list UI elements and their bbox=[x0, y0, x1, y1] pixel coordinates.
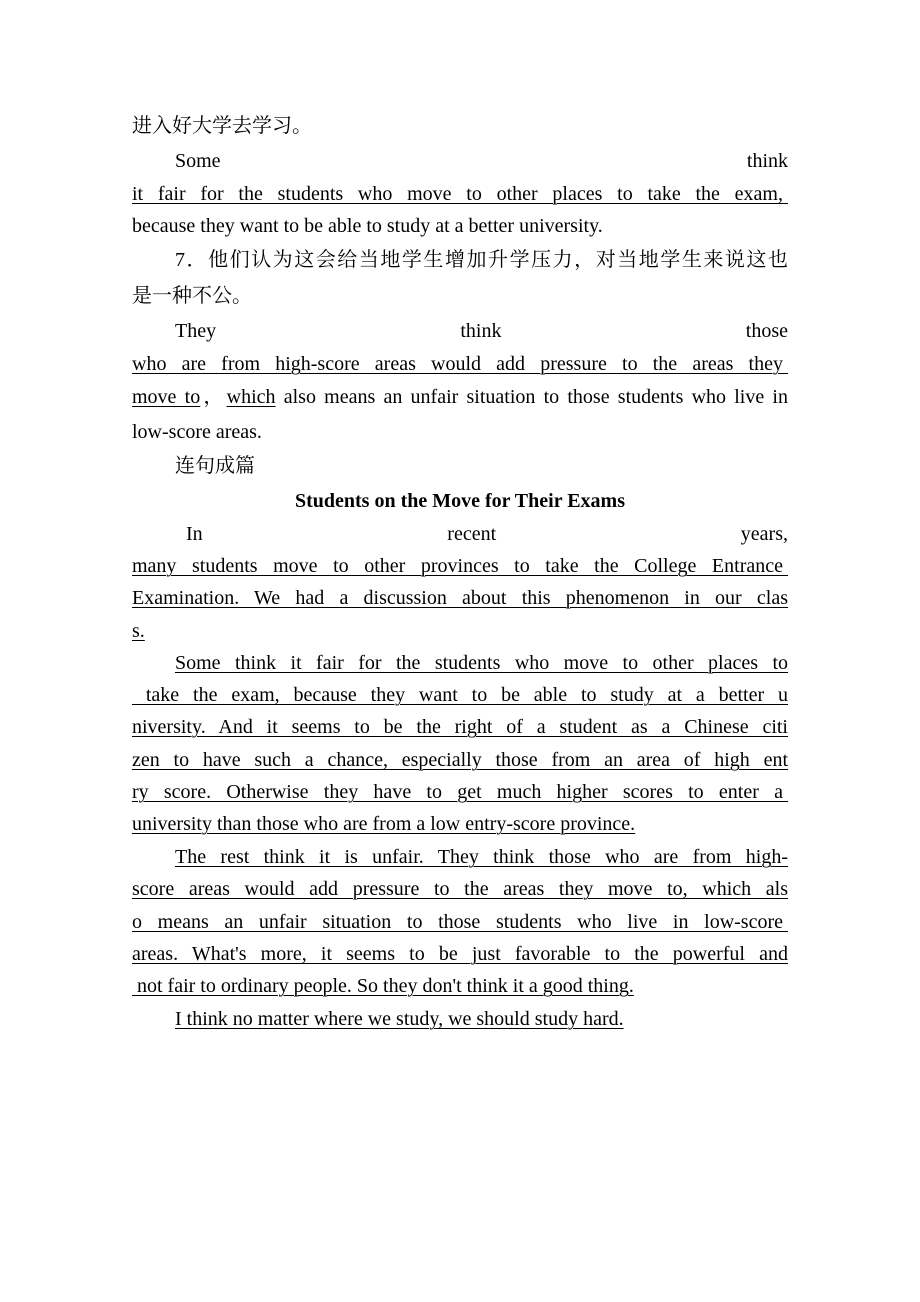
text-segment: low-score areas. bbox=[132, 421, 262, 443]
underlined-answer-text: I think no matter where we study, we should study hard. bbox=[175, 1008, 624, 1030]
text-segment: Some think bbox=[175, 150, 788, 172]
text-line bbox=[175, 318, 788, 344]
underlined-answer-text: score areas would add pressure to the areas they move to, which als bbox=[132, 878, 788, 900]
text-segment: 连句成篇 bbox=[175, 455, 255, 477]
text-line bbox=[132, 585, 788, 611]
underlined-answer-text: it fair for the students who move to other places to take the exam, bbox=[132, 183, 788, 205]
text-line bbox=[175, 1006, 788, 1032]
text-line bbox=[175, 844, 788, 870]
text-line bbox=[132, 181, 788, 207]
text-line bbox=[186, 521, 788, 547]
text-segment: because they want to be able to study at a better university. bbox=[132, 215, 603, 237]
text-segment: Students on the Move for Their Exams bbox=[294, 490, 626, 512]
underlined-answer-text: zen to have such a chance, especially those from an area of high ent bbox=[132, 749, 788, 771]
text-segment: ， bbox=[200, 386, 227, 408]
text-line bbox=[132, 283, 788, 309]
essay-title bbox=[132, 488, 788, 514]
text-line bbox=[132, 876, 788, 902]
underlined-answer-text: Some think it fair for the students who move to other places to bbox=[175, 652, 788, 674]
text-line bbox=[132, 419, 788, 445]
underlined-answer-text: s. bbox=[132, 620, 145, 642]
text-line bbox=[175, 453, 788, 479]
text-line bbox=[132, 941, 788, 967]
text-segment: 7．他们认为这会给当地学生增加升学压力，对当地学生来说这也 bbox=[175, 249, 788, 271]
text-line bbox=[132, 553, 788, 579]
underlined-answer-text: many students move to other provinces to take the College Entrance bbox=[132, 555, 788, 577]
underlined-answer-text: which bbox=[226, 386, 276, 408]
underlined-answer-text: university than those who are from a low entry-score province. bbox=[132, 813, 636, 835]
underlined-answer-text: The rest think it is unfair. They think those who are from high- bbox=[175, 846, 788, 868]
text-line bbox=[132, 779, 788, 805]
text-segment: also means an unfair situation to those students who live in bbox=[275, 386, 788, 408]
text-line bbox=[132, 973, 788, 999]
underlined-answer-text: ry score. Otherwise they have to get much higher scores to enter a bbox=[132, 781, 788, 803]
underlined-answer-text: niversity. And it seems to be the right of a student as a Chinese citi bbox=[132, 716, 788, 738]
text-line bbox=[132, 682, 788, 708]
text-segment: In recent years, bbox=[186, 523, 788, 545]
text-line bbox=[132, 714, 788, 740]
text-line bbox=[132, 351, 788, 377]
text-line bbox=[132, 811, 788, 837]
underlined-answer-text: areas. What's more, it seems to be just favorable to the powerful and bbox=[132, 943, 788, 965]
text-line bbox=[175, 148, 788, 174]
text-line bbox=[132, 384, 788, 410]
underlined-answer-text: move to bbox=[132, 386, 201, 408]
text-segment: 进入好大学去学习。 bbox=[132, 115, 312, 137]
underlined-answer-text: not fair to ordinary people. So they don't think it a good thing. bbox=[132, 975, 634, 997]
text-segment: They think those bbox=[175, 320, 788, 342]
text-line bbox=[132, 618, 788, 644]
underlined-answer-text: who are from high-score areas would add pressure to the areas they bbox=[132, 353, 788, 375]
text-line bbox=[175, 247, 788, 273]
text-line bbox=[175, 650, 788, 676]
text-line bbox=[132, 213, 788, 239]
text-line bbox=[132, 909, 788, 935]
text-line bbox=[132, 747, 788, 773]
text-segment: 是一种不公。 bbox=[132, 285, 252, 307]
underlined-answer-text: take the exam, because they want to be able to study at a better u bbox=[132, 684, 788, 706]
underlined-answer-text: Examination. We had a discussion about this phenomenon in our clas bbox=[132, 587, 788, 609]
underlined-answer-text: o means an unfair situation to those students who live in low-score bbox=[132, 911, 788, 933]
text-line bbox=[132, 113, 788, 139]
